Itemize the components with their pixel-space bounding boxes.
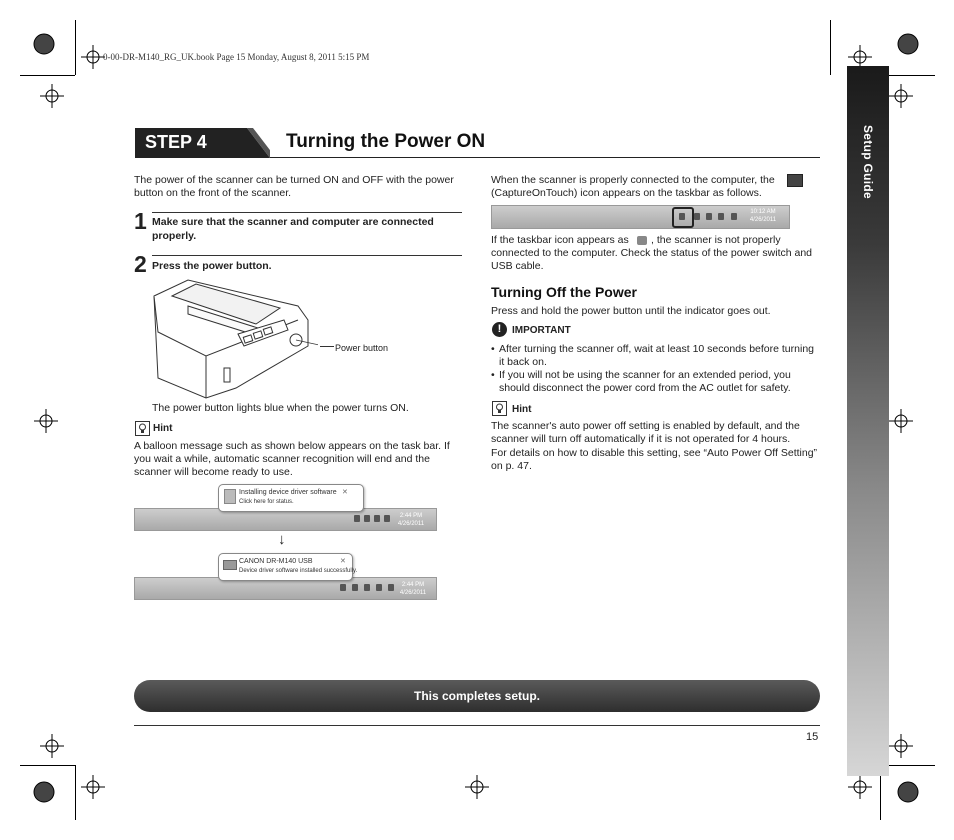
taskbar-2-time: 2:44 PM [401,582,425,588]
step-2-text: Press the power button. [152,260,272,272]
step-1-rule [152,212,462,213]
balloon-2-close-icon[interactable]: ✕ [340,558,346,565]
not-connected-text-1: If the taskbar icon appears as [491,234,629,246]
tray-icon[interactable] [706,213,712,220]
tray-icon[interactable] [364,515,370,522]
installer-icon [224,489,236,504]
hint-label-right: Hint [512,404,532,415]
taskbar-1-clock[interactable] [396,512,426,528]
step-2-rule [152,255,462,256]
tray-icon[interactable] [340,584,346,591]
important-bullet-dot: • [491,369,495,381]
hint-text-right-2: For details on how to disable this setting, see “Auto Power Off Setting” on p. 47. [491,447,818,472]
balloon-2-subtitle: Device driver software installed successfully. [239,568,358,574]
intro-text: The power of the scanner can be turned ON and OFF with the power button on the front of the scanner. [134,174,454,199]
connected-text-line1: When the scanner is properly connected to the computer, the [491,174,775,186]
turn-off-text: Press and hold the power button until the indicator goes out. [491,305,771,317]
important-item: After turning the scanner off, wait at least 10 seconds before turning it back on. [499,343,814,368]
not-connected-text-2: , the scanner is not properly connected to the computer. Check the status of the power switch and USB cable. [491,234,813,272]
balloon-1-subtitle: Click here for status. [239,499,294,505]
captureontouch-icon [787,174,803,187]
scanner-illustration [148,276,318,401]
important-icon: ! [492,322,507,337]
scanner-device-icon [223,560,237,570]
hint-text: A balloon message such as shown below appears on the task bar. If you wait a while, automatic scanner recognition will end and the scanner will become ready to use. [134,440,450,478]
taskbar-1-date: 4/26/2011 [397,521,425,527]
footer-rule [134,725,820,726]
captureontouch-tray-icon[interactable] [679,213,685,220]
balloon-1-close-icon[interactable]: ✕ [342,489,348,496]
figure-caption: The power button lights blue when the power turns ON. [152,402,409,414]
tray-icon[interactable] [718,213,724,220]
tray-icon[interactable] [364,584,370,591]
taskbar-1-time: 2:44 PM [399,513,423,519]
completion-text: This completes setup. [413,689,541,703]
tray-icon[interactable] [352,584,358,591]
important-label: IMPORTANT [512,325,571,336]
step-1-text: Make sure that the scanner and computer are connected properly. [152,216,434,242]
down-arrow-icon: ↓ [278,531,286,548]
page-number: 15 [806,731,819,743]
taskbar-3-time: 10:12 AM [750,209,776,215]
hint-label: Hint [153,423,173,434]
power-button-callout: Power button [335,343,389,353]
tray-icon[interactable] [374,515,380,522]
balloon-1-title: Installing device driver software [239,489,337,496]
section-heading-turn-off: Turning Off the Power [491,284,637,300]
hint-icon [492,401,507,416]
step-1-number: 1 [134,208,147,234]
taskbar-2-date: 4/26/2011 [399,590,427,596]
tray-icon[interactable] [376,584,382,591]
step-label: STEP 4 [145,132,207,152]
callout-line [320,346,334,347]
page-title: Turning the Power ON [286,131,486,152]
important-item: If you will not be using the scanner for an extended period, you should disconnect the power cord from the AC outlet for safety. [499,369,791,394]
title-rule [270,157,820,158]
taskbar-3-clock[interactable] [745,208,781,224]
balloon-2-title: CANON DR-M140 USB [239,558,313,565]
tray-icon[interactable] [731,213,737,220]
print-header: 0-00-DR-M140_RG_UK.book Page 15 Monday, August 8, 2011 5:15 PM [103,52,370,62]
step-2-number: 2 [134,251,147,277]
connected-text-line2: (CaptureOnTouch) icon appears on the taskbar as follows. [491,187,762,199]
important-bullet-dot: • [491,343,495,355]
side-tab-label: Setup Guide [861,125,875,199]
hint-icon [135,421,150,436]
tray-icon[interactable] [694,213,700,220]
taskbar-2-clock[interactable] [398,581,428,597]
tray-icon[interactable] [354,515,360,522]
tray-icon[interactable] [388,584,394,591]
taskbar-3-date: 4/26/2011 [749,217,777,223]
tray-icon[interactable] [384,515,390,522]
hint-text-right-1: The scanner's auto power off setting is enabled by default, and the scanner will turn off automatically if it is not operated for 4 hours. [491,420,800,445]
